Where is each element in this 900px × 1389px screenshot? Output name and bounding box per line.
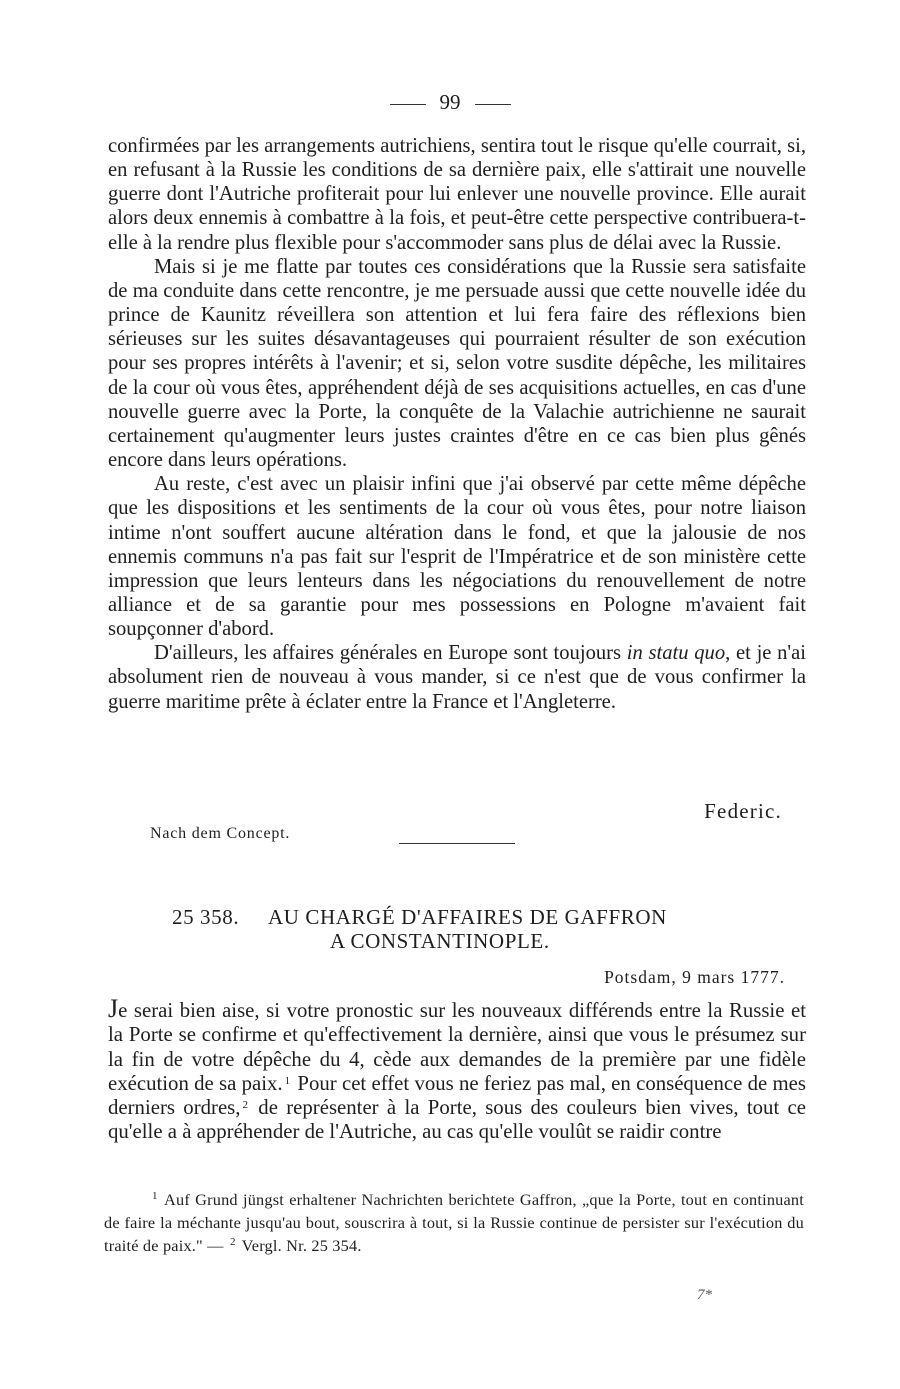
source-note: Nach dem Concept.: [150, 825, 291, 842]
footnote-ref-2: 2: [242, 1099, 248, 1112]
footnote-mark-1: 1: [152, 1190, 158, 1202]
closing-signature: Federic.: [704, 799, 782, 823]
header-dash-right: [475, 104, 511, 105]
italic-phrase: in statu quo: [626, 642, 726, 665]
paragraph-3: Au reste, c'est avec un plaisir infini que j'ai observé par cette même dépêche que les dispositions et les sentiments de la cour où vous êtes, pour notre liaison intime n'ont souffert aucune altération dans le fond, et que la jalousie de nos ennemis communs n'a pas fait sur l'esprit de l'Impératrice et de son ministère cette impression que leurs lenteurs dans les négociations du renouvellement de notre alliance et de sa garantie pour mes possessions en Pologne m'avaient fait soupçonner d'abord.: [108, 473, 806, 641]
dateline: Potsdam, 9 mars 1777.: [604, 967, 785, 987]
heading-line-2: A CONSTANTINOPLE.: [330, 929, 550, 953]
letter-text-1: e serai bien aise, si votre pronostic sur les nouveaux différends entre la Russie et la Porte se confirme et qu'effectivement la dernière, ainsi que vous le présumez sur la fin de votre dépêche du 4, cède aux demandes de la première par une fidèle exécution de sa paix.: [108, 999, 806, 1095]
letter-text-3: de représenter à la Porte, sous des couleurs bien vives, tout ce qu'elle a à appréhender de l'Autriche, au cas qu'elle voulût se raidir contre: [108, 1096, 806, 1144]
footnote-2-text: Vergl. Nr. 25 354.: [241, 1236, 362, 1255]
footnote-ref-1: 1: [284, 1074, 291, 1087]
page-number: 99: [439, 90, 461, 114]
letter-body: [108, 994, 806, 1145]
letter-text-2: Pour cet effet vous ne feriez pas mal, en conséquence de mes derniers ordres,: [108, 1071, 806, 1120]
footnote-1-text: Auf Grund jüngst erhaltener Nachrichten berichtete Gaffron, „que la Porte, tout en continuant de faire la méchante jusqu'au bout, souscrira à tout, si la Russie continue de persister sur l'exécution du traité de paix." —: [104, 1190, 804, 1255]
letter-paragraph: [108, 994, 806, 1145]
letter-number: 25 358.: [172, 905, 240, 929]
section-divider: [399, 843, 515, 844]
page-number-header: [0, 88, 900, 116]
paragraph-2: Mais si je me flatte par toutes ces considérations que la Russie sera satisfaite de ma conduite dans cette rencontre, je me persuade aussi que cette nouvelle idée du prince de Kaunitz réveillera son attention et lui fera faire des réflexions bien sérieuses sur les suites désavantageuses qui pourraient résulter de son exécution pour ses propres intérêts à l'avenir; et si, selon votre susdite dépêche, les militaires de la cour où vous êtes, appréhendent déjà de ses acquisitions actuelles, en cas d'une nouvelle guerre avec la Porte, la conquête de la Valachie autrichienne ne saurait certainement qu'augmenter leurs justes craintes d'être en ce cas bien plus gênés encore dans leurs opérations.: [108, 255, 806, 472]
heading-line-1: AU CHARGÉ D'AFFAIRES DE GAFFRON: [268, 905, 667, 929]
paragraph-4-end: , et je n'ai absolument rien de nouveau à vous mander, si ce n'est que de vous confirmer la guerre maritime prête à éclater entre la France et l'Angleterre.: [108, 642, 807, 713]
footnote-mark-2: 2: [229, 1236, 236, 1248]
initial-letter: J: [108, 994, 119, 1023]
header-dash-left: [390, 104, 426, 105]
sheet-signature: 7*: [697, 1287, 712, 1303]
paragraph-4-start: D'ailleurs, les affaires générales en Europe sont toujours: [154, 642, 627, 665]
footnote-block: [104, 1188, 804, 1257]
letter-body-continued: [108, 134, 806, 714]
footnotes: [104, 1188, 804, 1257]
paragraph-1: confirmées par les arrangements autrichiens, sentira tout le risque qu'elle courrait, si, en refusant à la Russie les conditions de sa dernière paix, elle s'attirait une nouvelle guerre dont l'Autriche profiterait pour lui enlever une nouvelle province. Elle aurait alors deux ennemis à combattre à la fois, et peut-être cette perspective contribuera-t-elle à la rendre plus flexible pour s'accommoder sans plus de délai avec la Russie.: [108, 135, 806, 254]
paragraph-4: [108, 641, 806, 713]
